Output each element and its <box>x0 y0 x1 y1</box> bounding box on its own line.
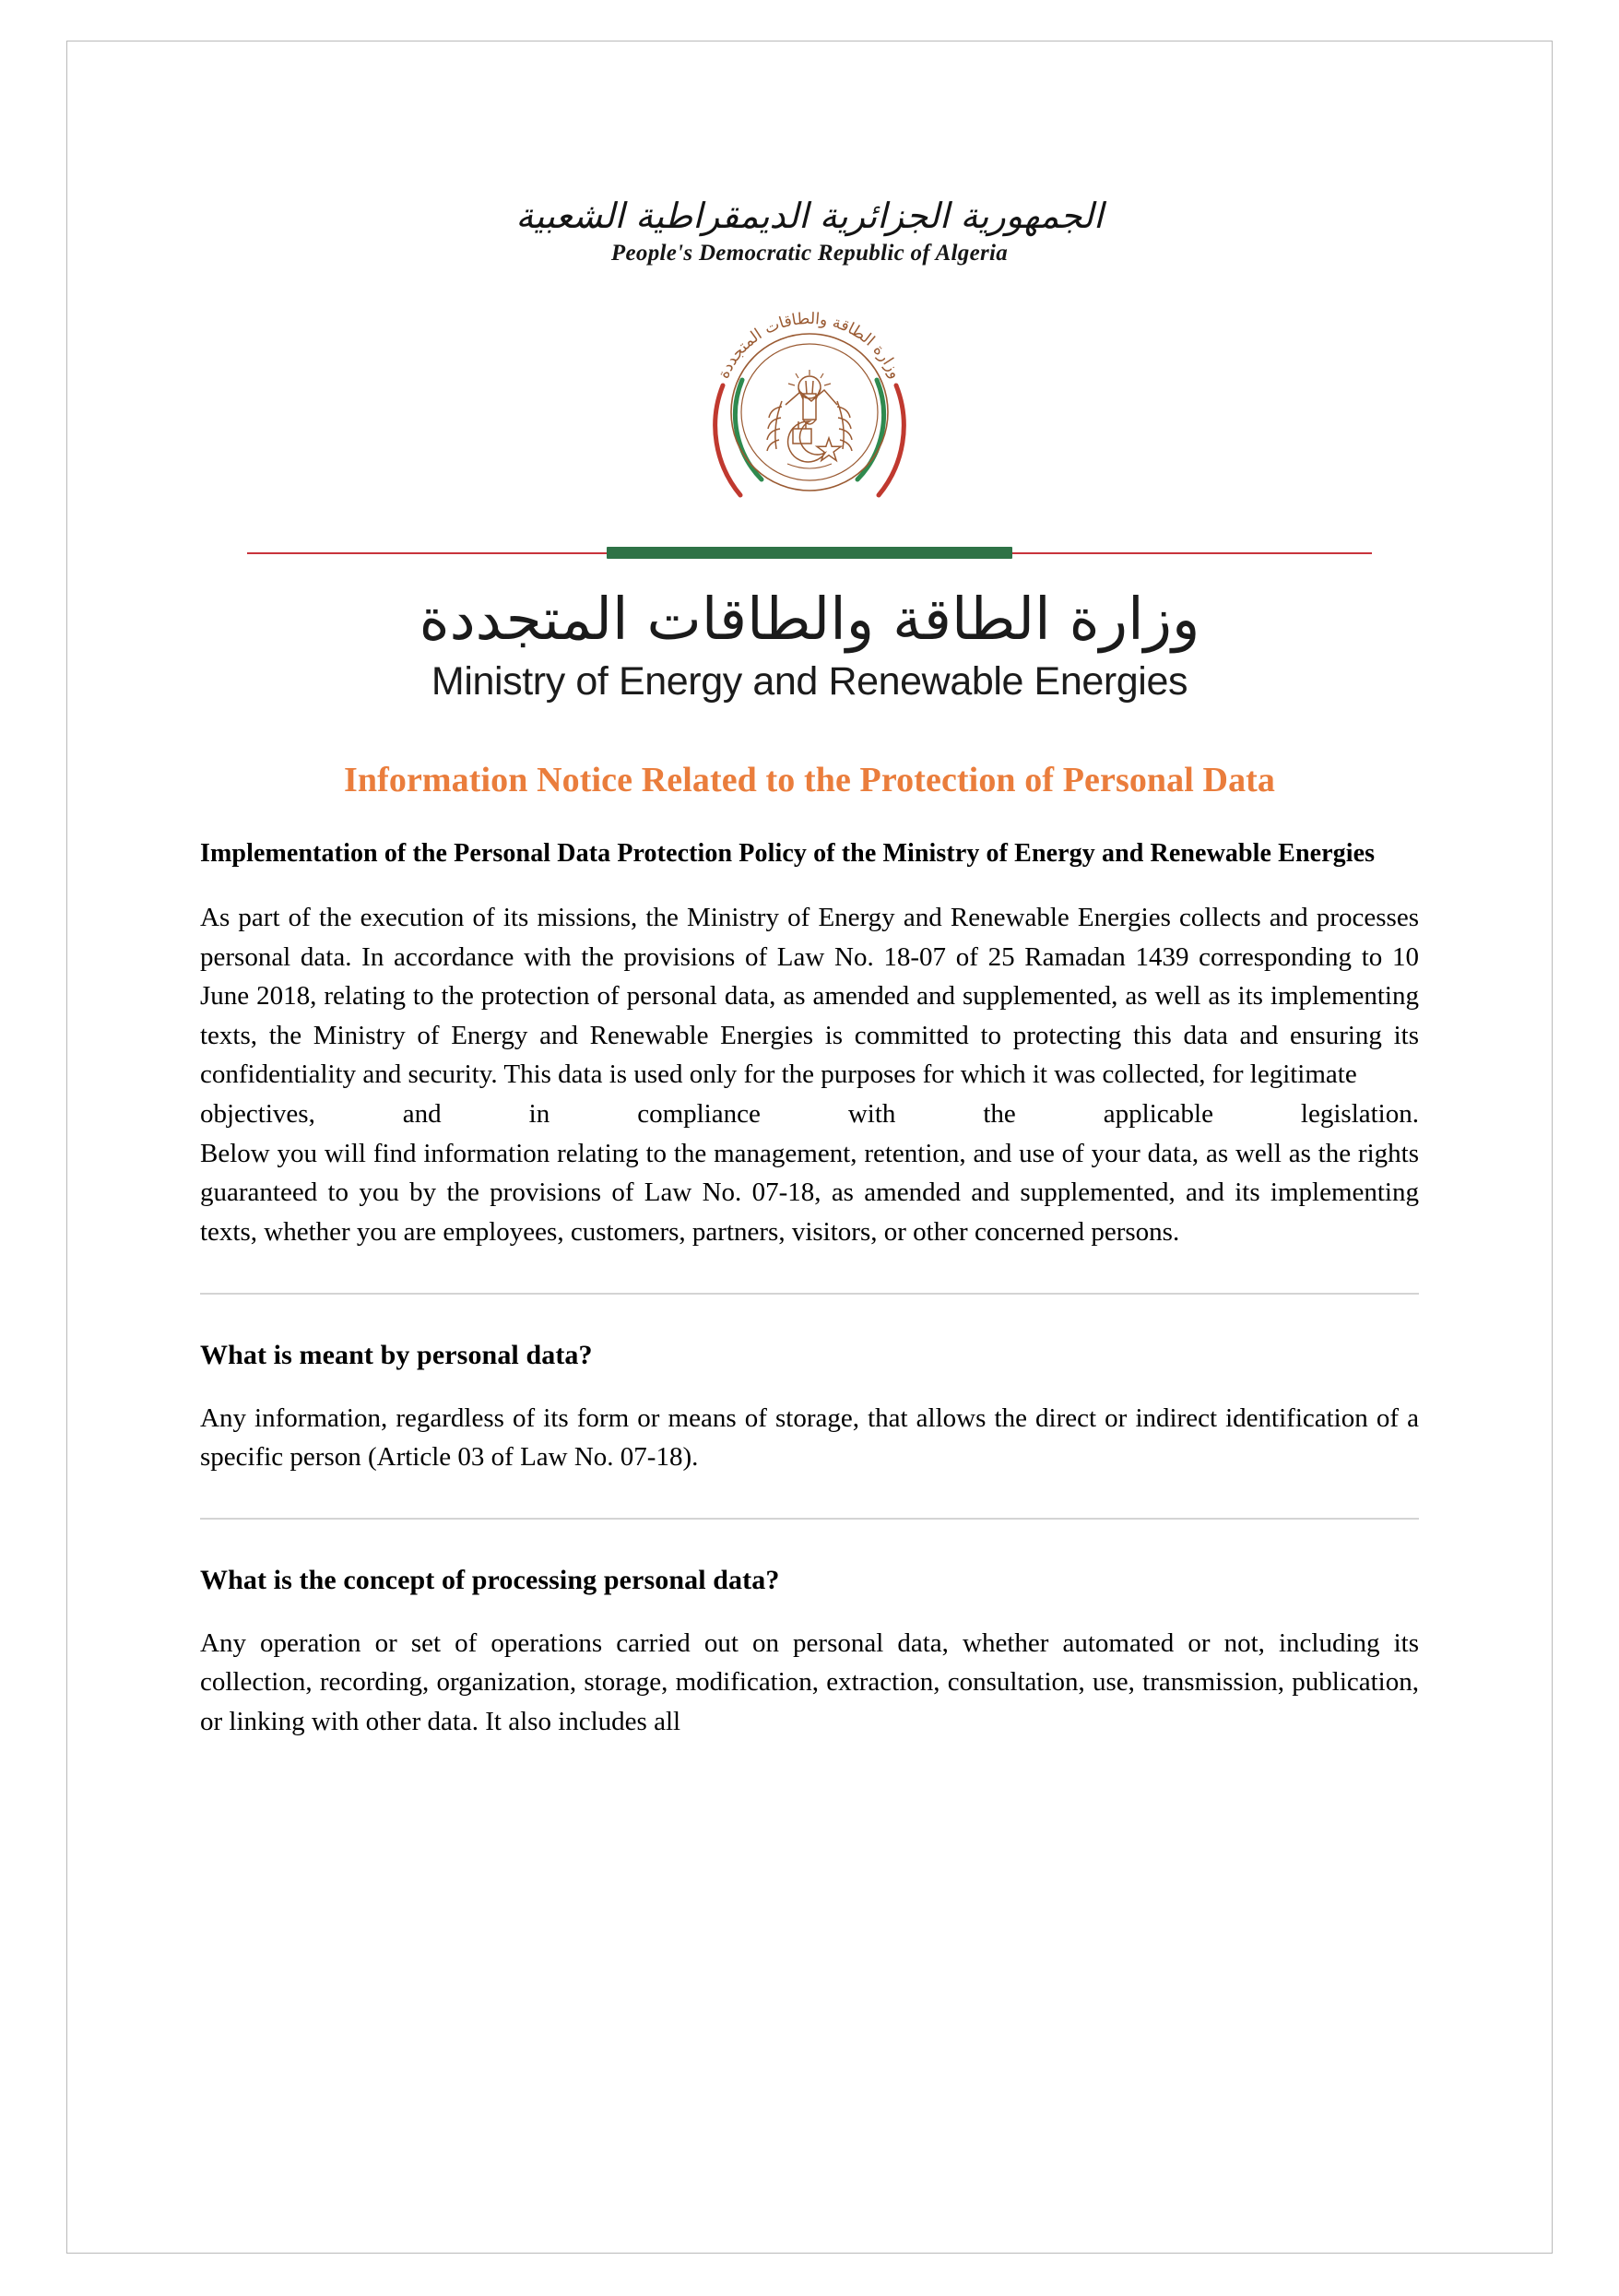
section-divider-2 <box>200 1518 1419 1520</box>
ministry-name-english: Ministry of Energy and Renewable Energies <box>431 659 1188 704</box>
page-title: Information Notice Related to the Protection of Personal Data <box>343 760 1276 799</box>
intro-paragraph-loose-line: objectives, and in compliance with the applicable legislation. <box>200 1099 1419 1130</box>
section-divider-1 <box>200 1293 1419 1295</box>
document-subtitle: Implementation of the Personal Data Protection Policy of the Ministry of Energy and Renewable Energies <box>200 839 1376 869</box>
intro-paragraph-part2: Below you will find information relating to the management, retention, and use of your data, as well as the rights guaranteed to you by the provisions of Law No. 07-18, as amended and supplemented, and its implementing texts, whether you are employees, customers, partners, visitors, or other concerned persons. <box>200 1138 1419 1247</box>
republic-name-english: People's Democratic Republic of Algeria <box>610 240 1009 266</box>
section-body-personal-data: Any information, regardless of its form or means of storage, that allows the direct or indirect identification of a specific person (Article 03 of Law No. 07-18). <box>200 1402 1419 1473</box>
republic-name-arabic: الجمهورية الجزائرية الديمقراطية الشعبية <box>515 195 1104 236</box>
document-page <box>66 41 1553 2254</box>
section-heading-personal-data: What is meant by personal data? <box>200 1339 593 1370</box>
page-content-area <box>67 41 1552 2253</box>
ministry-emblem-icon <box>690 290 929 521</box>
document-body <box>200 705 1419 1742</box>
section-personal-data <box>200 1337 1419 1477</box>
intro-paragraph-part1: As part of the execution of its missions, the Ministry of Energy and Renewable Energies collects and processes personal data. In accordance with the provisions of Law No. 18-07 of 25 Ramadan 1439 corresponding to 10 June 2018, relating to the protection of personal data, as amended and supplemented, as well as its implementing texts, the Ministry of Energy and Renewable Energies is committed to protecting this data and ensuring its confidentiality and security. This data is used only for the purposes for which it was collected, for legitimate <box>200 902 1419 1090</box>
ministry-emblem <box>67 290 1552 521</box>
ministry-name-arabic: وزارة الطاقة والطاقات المتجددة <box>419 585 1200 653</box>
divider-green-bar <box>607 547 1012 559</box>
brand-divider-rule <box>247 547 1372 560</box>
document-masthead <box>67 41 1552 705</box>
section-body-processing-concept: Any operation or set of operations carried out on personal data, whether automated or not, including its collection, recording, organization, storage, modification, extraction, consultation, use, transmission, publication, or linking with other data. It also includes all <box>200 1627 1419 1737</box>
intro-paragraph <box>200 898 1419 1252</box>
section-processing-concept <box>200 1562 1419 1742</box>
section-heading-processing-concept: What is the concept of processing personal data? <box>200 1564 780 1595</box>
emblem-ring-text: وزارة الطاقة والطاقات المتجددة <box>714 309 905 382</box>
